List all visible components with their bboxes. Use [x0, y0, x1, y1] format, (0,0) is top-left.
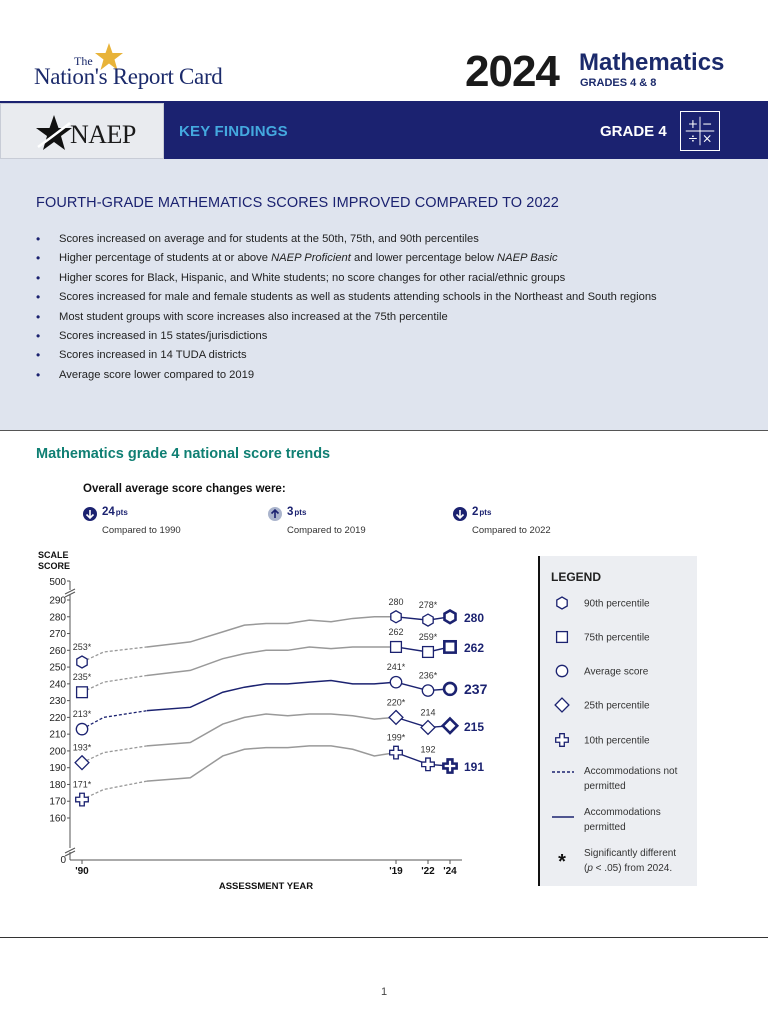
legend-label: permitted — [584, 781, 626, 792]
series-line-not-permitted — [82, 711, 147, 729]
final-score-label: 191 — [464, 760, 485, 775]
change-unit: pts — [115, 508, 128, 517]
finding-text: Most student groups with score increases also increased at the 75th percentile — [59, 310, 448, 323]
finding-text: Scores increased on average and for students at the 50th, 75th, and 90th percentiles — [59, 233, 479, 245]
data-point-marker — [421, 721, 435, 735]
minus-glyph: − — [701, 117, 713, 132]
y-tick-label: 500 — [49, 577, 66, 588]
y-tick-label: 180 — [49, 779, 66, 791]
final-score-label: 237 — [464, 680, 488, 697]
logo-the-text: The — [74, 54, 93, 68]
data-point-label: 235* — [72, 672, 92, 683]
finding-text: Scores increased for male and female students as well as students attending schools in the Northeast and South regions — [59, 291, 657, 304]
change-value: 2pts — [472, 506, 492, 518]
change-value: 3pts — [287, 506, 307, 518]
page-number: 1 — [380, 986, 388, 998]
data-point-marker — [390, 676, 401, 687]
data-point-marker — [77, 687, 88, 698]
finding-item — [36, 366, 657, 385]
changes-heading: Overall average score changes were: — [83, 483, 286, 495]
finding-item — [36, 230, 657, 249]
series-line-not-permitted — [82, 781, 147, 799]
finding-item — [36, 249, 657, 268]
x-tick-label: '24 — [443, 866, 457, 877]
legend-asterisk-icon: * — [558, 851, 566, 873]
y-tick-label: 240 — [49, 679, 66, 691]
y-tick-label: 230 — [49, 696, 66, 708]
grade-label: GRADE 4 — [600, 123, 667, 140]
legend-label: 75th percentile — [584, 632, 650, 644]
finding-item — [36, 327, 657, 346]
legend-label-part: p — [587, 863, 593, 874]
legend-label-part: ( — [584, 863, 588, 874]
key-findings-banner — [0, 101, 768, 159]
data-point-label: 220* — [386, 697, 406, 708]
data-point-marker — [391, 642, 402, 653]
trend-section-title: Mathematics grade 4 national score trends — [36, 446, 331, 462]
y-tick-label: 160 — [49, 813, 66, 825]
nations-report-card-logo — [34, 46, 264, 92]
divide-glyph: ÷ — [687, 131, 699, 146]
x-tick-label: '90 — [75, 866, 89, 877]
change-comparison-label: Compared to 1990 — [102, 525, 181, 536]
legend-label: permitted — [584, 822, 626, 833]
series-line-permitted — [147, 746, 396, 781]
data-point-marker — [423, 647, 434, 658]
series-line-permitted — [147, 647, 396, 676]
data-point-label: 253* — [72, 642, 92, 653]
x-axis-label: ASSESSMENT YEAR — [218, 881, 314, 892]
y-tick-label: 220 — [49, 712, 66, 724]
change-unit: pts — [294, 508, 307, 517]
data-point-label: 199* — [386, 732, 406, 743]
data-point-marker-2024 — [444, 641, 455, 652]
finding-item — [36, 308, 657, 327]
legend-hexagon-icon — [557, 597, 567, 609]
finding-text: and lower percentage below — [350, 252, 498, 265]
naep-logo — [0, 103, 164, 159]
data-point-label: 214 — [420, 707, 436, 718]
finding-item — [36, 269, 657, 288]
data-point-marker — [389, 710, 403, 724]
series-line-permitted — [147, 617, 396, 647]
data-point-label: 241* — [386, 662, 406, 673]
y-tick-label: 190 — [49, 763, 66, 775]
finding-text: NAEP Basic — [497, 252, 558, 265]
y-tick-label: 280 — [49, 612, 66, 624]
x-tick-label: '19 — [389, 866, 403, 877]
data-point-marker — [77, 656, 87, 668]
data-point-marker — [423, 614, 433, 626]
data-point-label: 192 — [420, 744, 436, 755]
finding-item — [36, 288, 657, 307]
data-point-marker-2024 — [445, 611, 456, 624]
data-point-marker — [422, 685, 433, 696]
finding-text: NAEP Proficient — [271, 252, 351, 265]
report-subject: Mathematics — [579, 49, 725, 76]
y-tick-label: 290 — [49, 595, 66, 607]
legend-label: 90th percentile — [584, 598, 650, 610]
data-point-marker-2024 — [443, 719, 457, 733]
series-line-permitted — [147, 680, 396, 710]
legend-label-part: < .05) from 2024. — [592, 863, 673, 874]
change-unit: pts — [479, 508, 492, 517]
naep-star-icon — [34, 113, 74, 153]
final-score-label: 262 — [464, 640, 485, 655]
data-point-label: 193* — [72, 742, 92, 753]
report-grades: GRADES 4 & 8 — [580, 77, 657, 89]
legend-label: 10th percentile — [584, 735, 650, 747]
x-tick-label: '22 — [421, 866, 435, 877]
finding-text: Scores increased in 14 TUDA districts — [59, 349, 247, 362]
math-operators-icon — [680, 111, 720, 151]
data-point-marker — [76, 723, 87, 734]
series-line-not-permitted — [82, 746, 147, 763]
data-point-marker-2024 — [444, 683, 456, 695]
key-findings-label: KEY FINDINGS — [179, 123, 288, 140]
y-tick-label: 260 — [49, 645, 66, 657]
data-point-label: 213* — [72, 709, 92, 720]
change-comparison-label: Compared to 2019 — [287, 525, 366, 536]
y-axis-label: SCORE — [38, 561, 71, 571]
series-line-not-permitted — [82, 675, 147, 692]
data-point-marker — [391, 611, 401, 623]
legend-label: Average score — [584, 666, 649, 678]
finding-item — [36, 346, 657, 365]
findings-title: FOURTH-GRADE MATHEMATICS SCORES IMPROVED COMPARED TO 2022 — [36, 195, 559, 211]
data-point-label: 280 — [388, 596, 404, 607]
data-point-label: 262 — [388, 626, 404, 637]
y-tick-label: 0 — [60, 855, 66, 866]
legend-title: LEGEND — [551, 570, 602, 584]
finding-text: Higher percentage of students at or above — [59, 252, 272, 265]
change-value: 24pts — [102, 506, 128, 518]
legend-label: Accommodations not — [584, 766, 678, 777]
finding-text: Higher scores for Black, Hispanic, and White students; no score changes for other racial/ethnic groups — [59, 271, 566, 284]
legend-label: 25th percentile — [584, 700, 650, 712]
finding-text: Scores increased in 15 states/jurisdictions — [59, 330, 268, 343]
bottom-divider — [0, 937, 768, 938]
legend-label: Significantly different — [584, 848, 677, 859]
y-tick-label: 270 — [49, 629, 66, 641]
y-tick-label: 210 — [49, 729, 66, 741]
legend-label: Accommodations — [584, 807, 661, 818]
times-glyph: × — [701, 131, 713, 146]
final-score-label: 280 — [464, 610, 485, 625]
report-year: 2024 — [465, 47, 559, 96]
series-line-permitted — [147, 714, 396, 746]
legend-square-icon — [557, 632, 568, 643]
naep-logo-text: NAEP — [70, 120, 136, 149]
y-axis-label: SCALE — [38, 550, 69, 560]
y-tick-label: 200 — [49, 746, 66, 758]
data-point-label: 236* — [418, 670, 438, 681]
y-tick-label: 250 — [49, 662, 66, 674]
key-findings-section — [0, 159, 768, 431]
plus-glyph: + — [687, 117, 699, 132]
findings-list — [36, 230, 657, 385]
data-point-marker — [75, 756, 89, 770]
data-point-marker — [76, 793, 89, 806]
data-point-marker — [422, 758, 435, 771]
y-tick-label: 170 — [49, 796, 66, 808]
data-point-label: 259* — [418, 631, 438, 642]
finding-text: Average score lower compared to 2019 — [59, 368, 255, 381]
final-score-label: 215 — [464, 719, 485, 734]
series-line-not-permitted — [82, 647, 147, 662]
change-comparison-label: Compared to 2022 — [472, 525, 551, 536]
data-point-label: 278* — [418, 600, 438, 611]
logo-main-text: Nation's Report Card — [34, 64, 223, 89]
data-point-label: 171* — [72, 779, 92, 790]
legend-circle-icon — [556, 665, 567, 676]
data-point-marker — [390, 746, 403, 759]
legend-label — [584, 863, 672, 874]
data-point-marker-2024 — [443, 759, 456, 772]
score-trend-chart — [0, 470, 768, 900]
